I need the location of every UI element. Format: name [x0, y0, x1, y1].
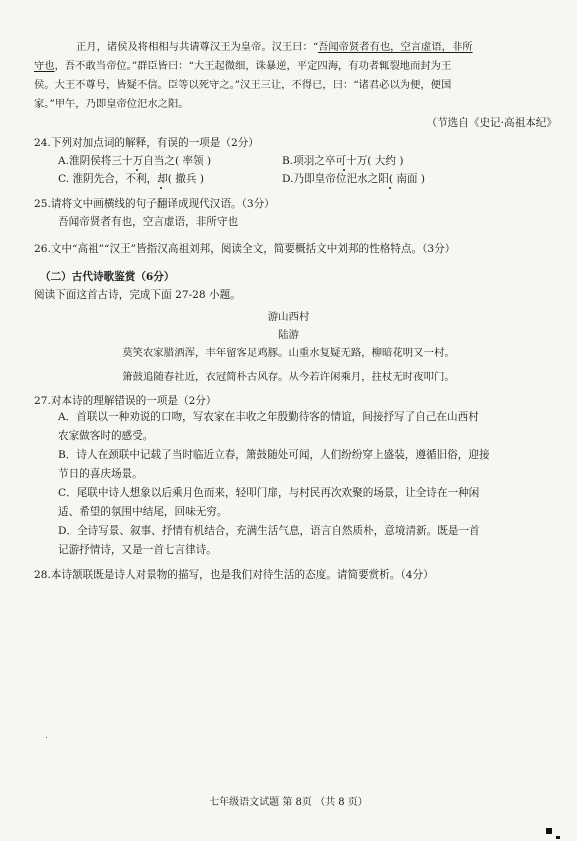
passage-text: 正月，诸侯及将相相与共请尊汉王为皇帝。汉王曰：“ [76, 41, 319, 53]
passage-line-1 [34, 38, 554, 57]
question-24-stem: 24.下列对加点词的解释，有误的一项是（2分） [34, 137, 259, 149]
question-27-option-a-line2: 农家做客时的感受。 [58, 430, 154, 442]
poem-author: 陆游 [278, 329, 299, 341]
poem-line-1: 莫笑农家腊酒浑，丰年留客足鸡豚。山重水复疑无路，柳暗花明又一村。 [122, 347, 455, 359]
section-heading: （二）古代诗歌鉴赏（6分） [40, 271, 175, 283]
passage-line-2 [34, 57, 554, 76]
emphasis-dot [389, 187, 391, 189]
question-25-stem: 25.请将文中画横线的句子翻译成现代汉语。（3分） [34, 198, 275, 210]
question-27-stem: 27.对本诗的理解错误的一项是（2分） [34, 395, 217, 407]
question-24-option-d: D.乃即皇帝位汜水之阳( 南面 ) [282, 173, 426, 185]
passage [34, 38, 554, 114]
question-24-option-a: A.淮阴侯将三十万自当之( 率领 ) [58, 155, 212, 167]
emphasis-dot [160, 187, 162, 189]
underlined-sentence-part-2: 守也 [34, 60, 55, 72]
passage-line-3: 侯。大王不尊号，皆疑不信。臣等以死守之。”汉王三让，不得已，曰：“诸君必以为便，便国 [34, 79, 452, 91]
question-27-option-b-line1: B．诗人在颈联中记载了当时临近立春，箫鼓随处可闻，人们纷纷穿上盛装，遵循旧俗，迎接 [58, 449, 490, 461]
underlined-sentence-part-1: 吾闻帝贤者有也，空言虚语，非所 [318, 41, 473, 53]
poem-title: 游山西村 [267, 311, 310, 323]
page-footer: 七年级语文试题 第 8页 （共 8 页） [209, 797, 368, 808]
corner-mark [556, 836, 560, 839]
passage-source: （节选自《史记·高祖本纪》 [426, 117, 557, 129]
scan-speck [46, 737, 47, 738]
poem-line-2: 箫鼓追随春社近，衣冠简朴古风存。从今若许闲乘月，拄杖无时夜叩门。 [122, 371, 455, 383]
question-27-option-c-line2: 适、希望的氛围中结尾，回味无穷。 [58, 506, 228, 518]
corner-mark [546, 828, 552, 834]
question-27-option-a-line1: A．首联以一种劝说的口吻，写农家在丰收之年殷勤待客的情谊，间接抒写了自己在山西村 [58, 411, 479, 423]
emphasis-dot [136, 169, 138, 171]
question-28-stem: 28.本诗颔联既是诗人对景物的描写，也是我们对待生活的态度。请简要赏析。（4分） [34, 569, 434, 581]
question-27-option-b-line2: 节日的喜庆场景。 [58, 468, 143, 480]
passage-line-4: 家。”甲午，乃即皇帝位汜水之阳。 [34, 98, 189, 110]
question-24-option-b: B.项羽之卒可十万( 大约 ) [282, 155, 404, 167]
section-intro: 阅读下面这首古诗，完成下面 27-28 小题。 [34, 289, 241, 301]
emphasis-dot [343, 169, 345, 171]
passage-text: ，吾不敢当帝位。”群臣皆曰：“大王起微细，诛暴逆，平定四海，有功者辄裂地而封为王 [54, 60, 452, 72]
question-25-sentence: 吾闻帝贤者有也，空言虚语，非所守也 [58, 216, 239, 228]
question-27-option-d-line2: 记游抒情诗，又是一首七言律诗。 [58, 544, 217, 556]
question-24-option-c: C. 淮阴先合，不利，却( 撤兵 ) [58, 173, 204, 185]
question-27-option-d-line1: D．全诗写景、叙事、抒情有机结合，充满生活气息，语言自然质朴，意境清新。既是一首 [58, 525, 480, 537]
question-27-option-c-line1: C．尾联中诗人想象以后乘月色而来，轻叩门扉，与村民再次欢聚的场景，让全诗在一种闲 [58, 487, 480, 499]
question-26-stem: 26.文中“高祖”“汉王”皆指汉高祖刘邦，阅读全文，简要概括文中刘邦的性格特点。（3分） [34, 243, 456, 255]
